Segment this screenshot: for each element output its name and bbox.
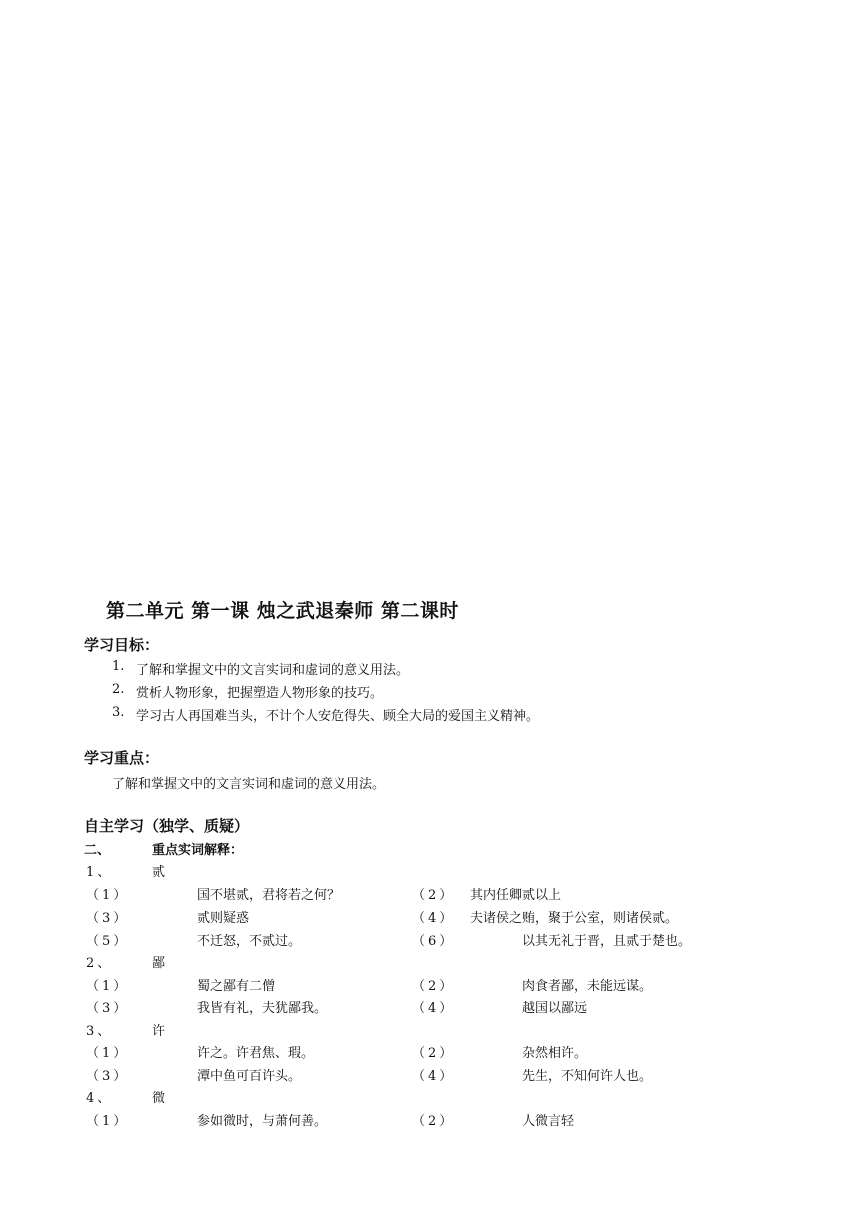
item-number: （2） (412, 979, 456, 994)
item-number: （3） (86, 911, 130, 926)
item-number: （2） (412, 888, 456, 903)
example-sentence: 夫诸侯之贿，聚于公室，则诸侯贰。 (470, 911, 679, 926)
item-number: （3） (86, 1001, 130, 1016)
key-word: 鄙 (152, 956, 166, 971)
item-number: （4） (412, 1069, 456, 1084)
item-number: （4） (412, 1001, 456, 1016)
goal-item-3-text: 学习古人再国难当头，不计个人安危得失、顾全大局的爱国主义精神。 (136, 709, 540, 724)
example-sentence: 贰则疑惑 (197, 911, 250, 926)
example-sentence: 肉食者鄙，未能远谋。 (522, 979, 653, 994)
key-word: 贰 (152, 865, 166, 880)
goal-item-1-num: 1. (112, 659, 125, 674)
item-number: （1） (86, 1114, 130, 1129)
word-number: 2、 (86, 956, 114, 971)
word-number: 1、 (86, 865, 114, 880)
goal-item-2-text: 赏析人物形象，把握塑造人物形象的技巧。 (136, 686, 384, 701)
section-label: 重点实词解释： (152, 843, 244, 858)
word-number: 3、 (86, 1024, 114, 1039)
key-word: 微 (152, 1091, 166, 1106)
word-number: 4、 (86, 1091, 114, 1106)
example-sentence: 许之。许君焦、瑕。 (197, 1046, 315, 1061)
item-number: （3） (86, 1069, 130, 1084)
goals-heading: 学习目标： (84, 636, 160, 654)
example-sentence: 人微言轻 (522, 1114, 575, 1129)
key-word: 许 (152, 1024, 166, 1039)
example-sentence: 先生，不知何许人也。 (522, 1069, 653, 1084)
example-sentence: 潭中鱼可百许头。 (197, 1069, 302, 1084)
example-sentence: 越国以鄙远 (522, 1001, 588, 1016)
example-sentence: 不迁怒，不贰过。 (197, 934, 302, 949)
goal-item-2-num: 2. (112, 682, 125, 697)
item-number: （5） (86, 934, 130, 949)
example-sentence: 杂然相许。 (522, 1046, 588, 1061)
section-number: 二、 (84, 843, 111, 858)
self-study-heading: 自主学习（独学、质疑） (84, 817, 250, 835)
item-number: （2） (412, 1046, 456, 1061)
goal-item-1-text: 了解和掌握文中的文言实词和虚词的意义用法。 (136, 663, 410, 678)
item-number: （4） (412, 911, 456, 926)
example-sentence: 国不堪贰，君将若之何？ (197, 888, 341, 903)
goal-item-3-num: 3. (112, 705, 125, 720)
item-number: （6） (412, 934, 456, 949)
item-number: （1） (86, 979, 130, 994)
item-number: （1） (86, 1046, 130, 1061)
example-sentence: 蜀之鄙有二僧 (197, 979, 276, 994)
focus-heading: 学习重点： (84, 749, 160, 767)
example-sentence: 其内任卿贰以上 (470, 888, 562, 903)
focus-text: 了解和掌握文中的文言实词和虚词的意义用法。 (112, 777, 386, 792)
item-number: （2） (412, 1114, 456, 1129)
example-sentence: 我皆有礼，夫犹鄙我。 (197, 1001, 328, 1016)
lesson-title: 第二单元 第一课 烛之武退秦师 第二课时 (106, 600, 459, 622)
example-sentence: 以其无礼于晋，且贰于楚也。 (522, 934, 692, 949)
example-sentence: 参如微时，与萧何善。 (197, 1114, 328, 1129)
item-number: （1） (86, 888, 130, 903)
